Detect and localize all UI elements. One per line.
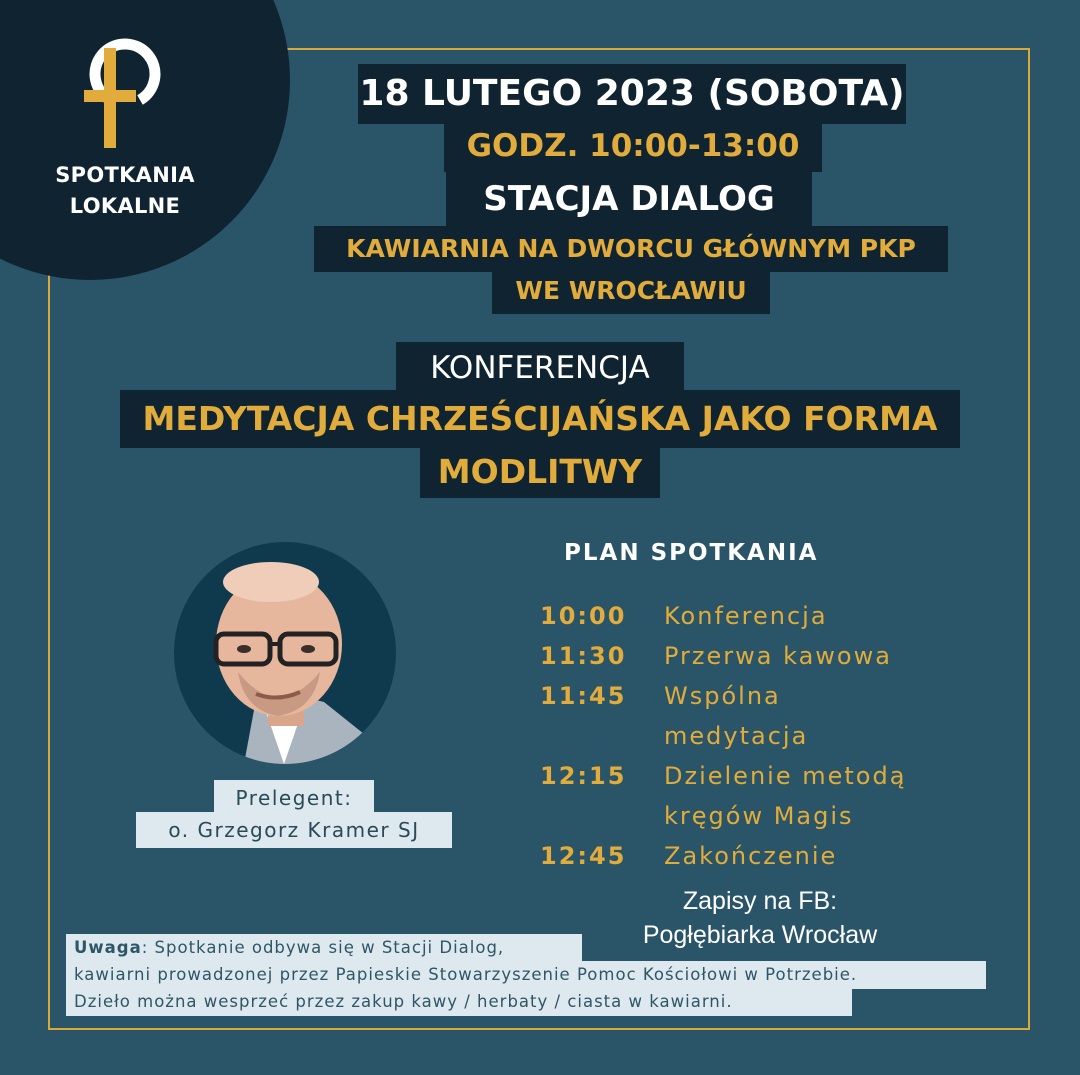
note-line-3: Dzieło można wesprzeć przez zakup kawy / herbaty / ciasta w kawiarni. <box>66 988 852 1016</box>
schedule-time: 12:15 <box>540 762 627 790</box>
schedule-event: Zakończenie <box>664 842 838 870</box>
speaker-name: o. Grzegorz Kramer SJ <box>136 812 452 848</box>
logo-line-1: SPOTKANIA <box>55 163 195 187</box>
note-text-1: : Spotkanie odbywa się w Stacji Dialog, <box>141 938 505 957</box>
note-line-1 <box>66 934 582 962</box>
event-hours: GODZ. 10:00-13:00 <box>444 120 822 172</box>
event-location-line-1: KAWIARNIA NA DWORCU GŁÓWNYM PKP <box>314 226 948 272</box>
event-venue: STACJA DIALOG <box>446 170 812 228</box>
cross-p-monogram-icon <box>80 38 180 150</box>
logo-line-2: LOKALNE <box>69 194 181 218</box>
schedule-event: Wspólna medytacja <box>664 682 809 750</box>
signup-info <box>610 884 910 952</box>
schedule-event: Dzielenie metodą kręgów Magis <box>664 762 907 830</box>
conference-title-line-1: MEDYTACJA CHRZEŚCIJAŃSKA JAKO FORMA <box>120 390 960 448</box>
signup-line-1: Zapisy na FB: <box>682 887 838 915</box>
speaker-label: Prelegent: <box>214 780 374 816</box>
schedule-time: 11:30 <box>540 642 627 670</box>
event-location-line-2: WE WROCŁAWIU <box>492 268 770 314</box>
logo-text <box>40 160 210 222</box>
conference-title-line-2: MODLITWY <box>420 446 660 498</box>
schedule-time: 12:45 <box>540 842 627 870</box>
schedule-event: Konferencja <box>664 602 828 630</box>
note-prefix: Uwaga <box>74 938 142 957</box>
conference-label: KONFERENCJA <box>396 342 684 394</box>
event-date: 18 LUTEGO 2023 (SOBOTA) <box>358 64 906 124</box>
schedule-event: Przerwa kawowa <box>664 642 892 670</box>
speaker-portrait <box>174 542 396 764</box>
signup-line-2: Pogłębiarka Wrocław <box>642 921 878 949</box>
note-line-2: kawiarni prowadzonej przez Papieskie Stowarzyszenie Pomoc Kościołowi w Potrzebie. <box>66 961 986 989</box>
schedule-time: 10:00 <box>540 602 627 630</box>
schedule-time: 11:45 <box>540 682 627 710</box>
schedule-title: PLAN SPOTKANIA <box>564 540 819 566</box>
